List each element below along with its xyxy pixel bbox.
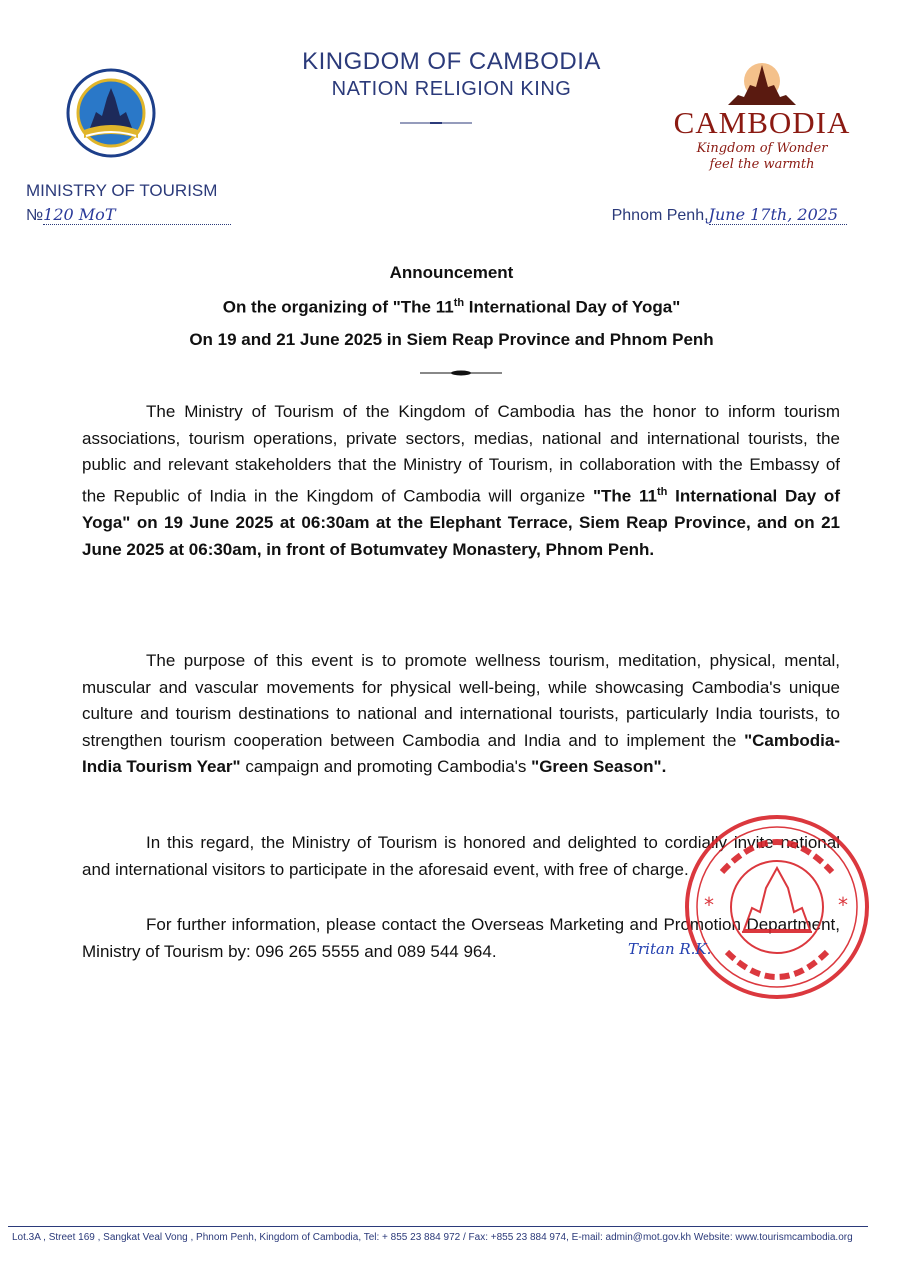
brand-slogan: feel the warmth [709,157,815,172]
national-motto: NATION RELIGION KING [331,78,572,100]
footer-rule [8,1226,868,1227]
ministry-seal-icon [66,68,156,158]
ref-prefix: № [26,207,44,224]
place-name: Phnom Penh, [611,207,709,224]
country-heading: KINGDOM OF CAMBODIA [302,48,601,75]
title-divider [420,370,502,376]
brand-tagline: Kingdom of Wonder [696,141,828,156]
official-stamp-icon [682,812,872,1002]
announcement-subject: On the organizing of "The 11th International Day of Yoga" [222,297,681,317]
reference-number [26,205,231,225]
svg-text:*: * [704,893,714,917]
announcement-dates: On 19 and 21 June 2025 in Siem Reap Province and Phnom Penh [189,330,714,349]
announcement-heading: Announcement [389,263,514,282]
cambodia-brand-logo [662,55,862,175]
signature-initials: Tritan R.K. [628,940,712,958]
ministry-name: MINISTRY OF TOURISM [26,181,218,200]
footer-contact: Lot.3A , Street 169 , Sangkat Veal Vong , Phnom Penh, Kingdom of Cambodia, Tel: + 855 23 884 972 / Fax: +855 23 884 974, E-mail: admin@mot.gov.kh Website: www.tourismcambodia.org [12,1232,853,1243]
temple-sunrise-icon [724,55,800,107]
date-line [612,205,847,225]
header-divider [400,122,472,124]
svg-text:*: * [838,893,848,917]
paragraph-invitation: In this regard, the Ministry of Tourism is honored and delighted to cordially invite national and international visitors to participate in the aforesaid event, with free of charge. [82,833,840,879]
ref-number-handwritten: 120 MoT [43,205,116,224]
paragraph-contact: For further information, please contact the Overseas Marketing and Promotion Department, Ministry of Tourism by: 096 265 5555 and 089 544 964. [82,915,840,961]
paragraph-intro: The Ministry of Tourism of the Kingdom of Cambodia has the honor to inform tourism associations, tourism operations, private sectors, medias, national and international tourists, the public and relevant stakeholders that the Ministry of Tourism, in collaboration with the Embassy of the Republic of India in the Kingdom of Cambodia will organize "The 11th International Day of Yoga" on 19 June 2025 at 06:30am at the Elephant Terrace, Siem Reap Province, and on 21 June 2025 at 06:30am, in front of Botumvatey Monastery, Phnom Penh. [82,402,840,559]
brand-wordmark: CAMBODIA [673,105,851,140]
date-handwritten: June 17th, 2025 [708,205,839,224]
paragraph-purpose: The purpose of this event is to promote wellness tourism, meditation, physical, mental, muscular and vascular movements for physical well-being, while showcasing Cambodia's unique culture and tourism destinations to national and international tourists, particularly India tourists, to strengthen tourism cooperation between Cambodia and India and to implement the "Cambodia-India Tourism Year" campaign and promoting Cambodia's "Green Season". [82,651,840,777]
